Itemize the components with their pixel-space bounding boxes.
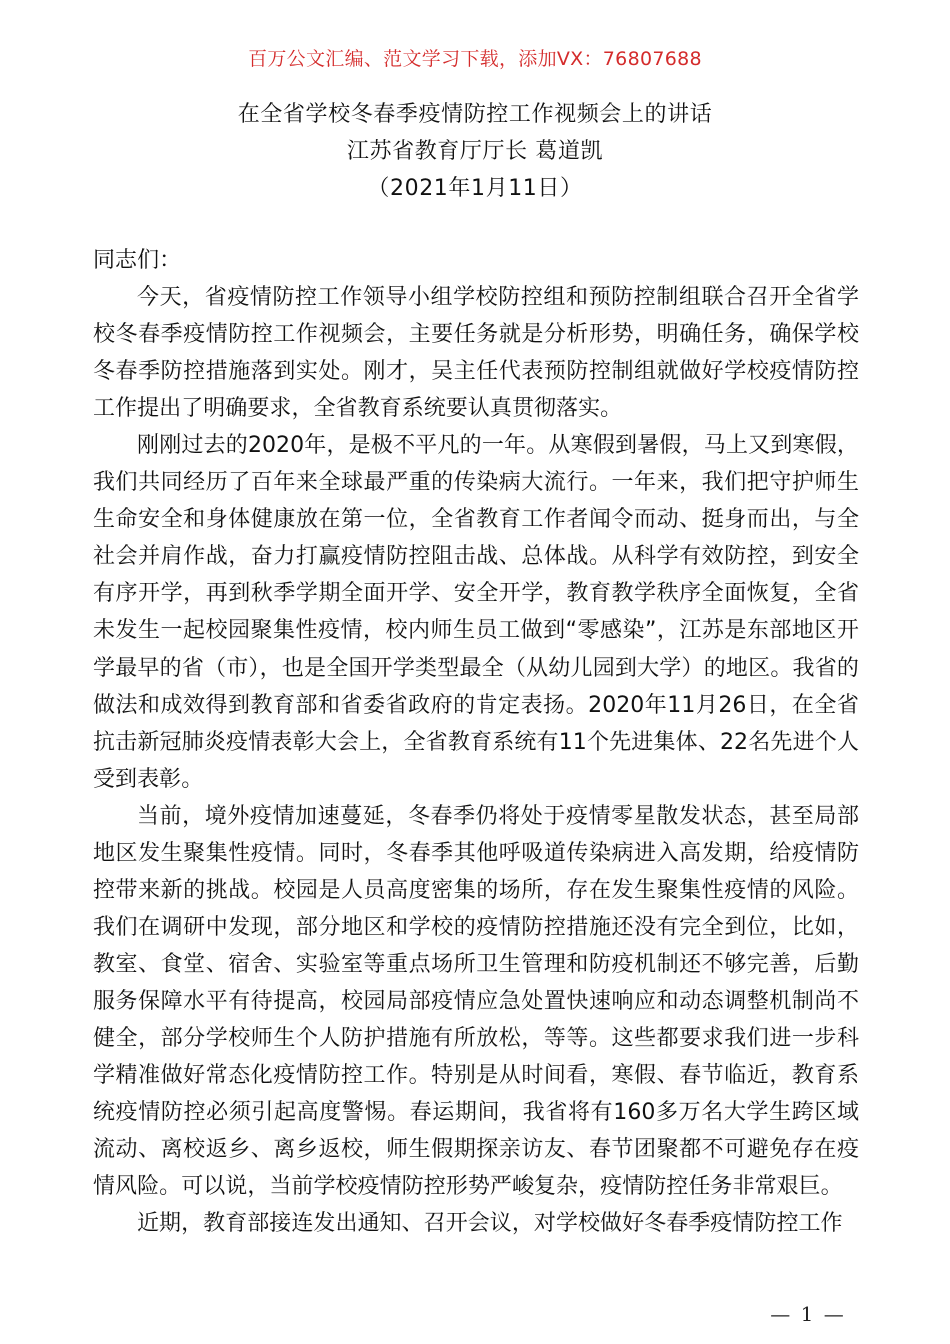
document-title: 在全省学校冬春季疫情防控工作视频会上的讲话 — [237, 102, 713, 127]
page-number: — 1 — — [770, 1302, 846, 1326]
speaker-line: 江苏省教育厅厅长 葛道凯 — [346, 139, 604, 164]
body-paragraph: 近期，教育部接连发出通知、召开会议，对学校做好冬春季疫情防控工作 — [137, 1211, 843, 1237]
body-paragraph: 今天，省疫情防控工作领导小组学校防控组和预防控制组联合召开全省学校冬春季疫情防控工作视频会，主要任务就是分析形势，明确任务，确保学校冬春季防控措施落到实处。刚才，吴主任代表预防控制组就做好学校疫情防控工作提出了明确要求，全省教育系统要认真贯彻落实。 — [93, 285, 859, 422]
document-body — [93, 242, 859, 1242]
title-block — [0, 96, 950, 207]
date-line: （2021年1月11日） — [367, 176, 583, 201]
body-paragraph: 刚刚过去的2020年，是极不平凡的一年。从寒假到暑假，马上又到寒假，我们共同经历了百年来全球最严重的传染病大流行。一年来，我们把守护师生生命安全和身体健康放在第一位，全省教育工作者闻令而动、挺身而出，与全社会并肩作战，奋力打赢疫情防控阻击战、总体战。从科学有效防控，到安全有序开学，再到秋季学期全面开学、安全开学，教育教学秩序全面恢复，全省未发生一起校园聚集性疫情，校内师生员工做到“零感染”，江苏是东部地区开学最早的省（市），也是全国开学类型最全（从幼儿园到大学）的地区。我省的做法和成效得到教育部和省委省政府的肯定表扬。2020年11月26日，在全省抗击新冠肺炎疫情表彰大会上，全省教育系统有11个先进集体、22名先进个人受到表彰。 — [93, 433, 859, 792]
body-paragraph: 当前，境外疫情加速蔓延，冬春季仍将处于疫情零星散发状态，甚至局部地区发生聚集性疫情。同时，冬春季其他呼吸道传染病进入高发期，给疫情防控带来新的挑战。校园是人员高度密集的场所，存在发生聚集性疫情的风险。我们在调研中发现，部分地区和学校的疫情防控措施还没有完全到位，比如，教室、食堂、宿舍、实验室等重点场所卫生管理和防疫机制还不够完善，后勤服务保障水平有待提高，校园局部疫情应急处置快速响应和动态调整机制尚不健全，部分学校师生个人防护措施有所放松，等等。这些都要求我们进一步科学精准做好常态化疫情防控工作。特别是从时间看，寒假、春节临近，教育系统疫情防控必须引起高度警惕。春运期间，我省将有160多万名大学生跨区域流动、离校返乡、离乡返校，师生假期探亲访友、春节团聚都不可避免存在疫情风险。可以说，当前学校疫情防控形势严峻复杂，疫情防控任务非常艰巨。 — [93, 803, 859, 1200]
salutation: 同志们： — [93, 248, 182, 273]
watermark-header-note: 百万公文汇编、范文学习下载，添加VX：76807688 — [248, 48, 702, 70]
